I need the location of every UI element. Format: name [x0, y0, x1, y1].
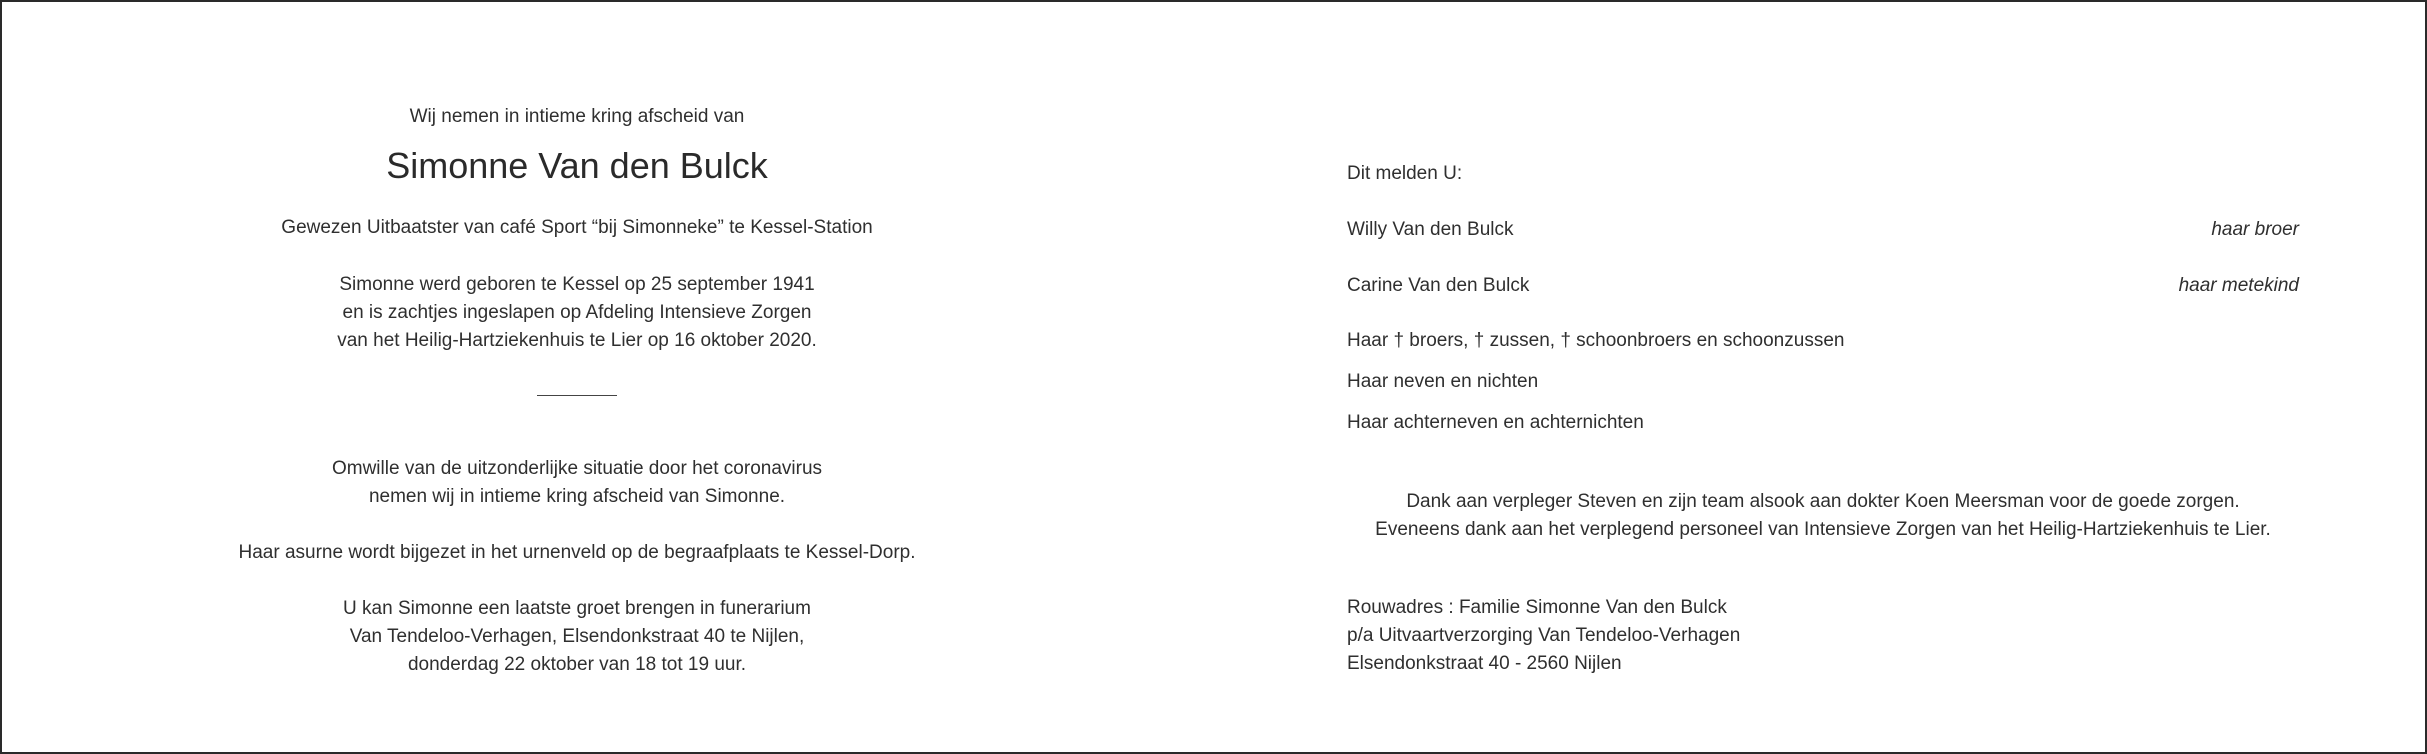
relative-name: Carine Van den Bulck — [1347, 275, 1530, 296]
address-line: Rouwadres : Familie Simonne Van den Bulck — [1347, 597, 1727, 618]
relative-name: Willy Van den Bulck — [1347, 219, 1514, 240]
address-line: Elsendonkstraat 40 - 2560 Nijlen — [1347, 653, 1622, 674]
birth-death-line: en is zachtjes ingeslapen op Afdeling Intensieve Zorgen — [342, 302, 812, 323]
birth-death-line: van het Heilig-Hartziekenhuis te Lier op 16 oktober 2020. — [337, 330, 817, 351]
divider-line — [537, 395, 617, 396]
covid-notice-line: nemen wij in intieme kring afscheid van Simonne. — [368, 486, 786, 507]
visitation-line: U kan Simonne een laatste groet brengen in funerarium — [343, 598, 811, 619]
family-line: Haar † broers, † zussen, † schoonbroers en schoonzussen — [1347, 330, 1845, 351]
thanks-line: Eveneens dank aan het verplegend personeel van Intensieve Zorgen van het Heilig-Hartziekenhuis te Lier. — [1375, 519, 2271, 540]
covid-notice-line: Omwille van de uitzonderlijke situatie door het coronavirus — [331, 458, 823, 479]
deceased-name: Simonne Van den Bulck — [386, 145, 768, 186]
thanks-line: Dank aan verpleger Steven en zijn team alsook aan dokter Koen Meersman voor de goede zorgen. — [1406, 491, 2240, 512]
visitation-line: donderdag 22 oktober van 18 tot 19 uur. — [407, 654, 747, 675]
family-line: Haar neven en nichten — [1347, 371, 1539, 392]
relative-relation: haar metekind — [2178, 275, 2299, 296]
visitation-line: Van Tendeloo-Verhagen, Elsendonkstraat 40 te Nijlen, — [349, 626, 805, 647]
announce-text: Dit melden U: — [1347, 163, 1463, 184]
birth-death-line: Simonne werd geboren te Kessel op 25 september 1941 — [339, 274, 815, 295]
intro-text: Wij nemen in intieme kring afscheid van — [409, 106, 745, 127]
family-line: Haar achterneven en achternichten — [1347, 412, 1644, 433]
occupation-text: Gewezen Uitbaatster van café Sport “bij Simonneke” te Kessel-Station — [281, 217, 873, 238]
address-line: p/a Uitvaartverzorging Van Tendeloo-Verhagen — [1347, 625, 1741, 646]
relative-relation: haar broer — [2211, 219, 2299, 240]
burial-text: Haar asurne wordt bijgezet in het urnenveld op de begraafplaats te Kessel-Dorp. — [238, 542, 916, 563]
